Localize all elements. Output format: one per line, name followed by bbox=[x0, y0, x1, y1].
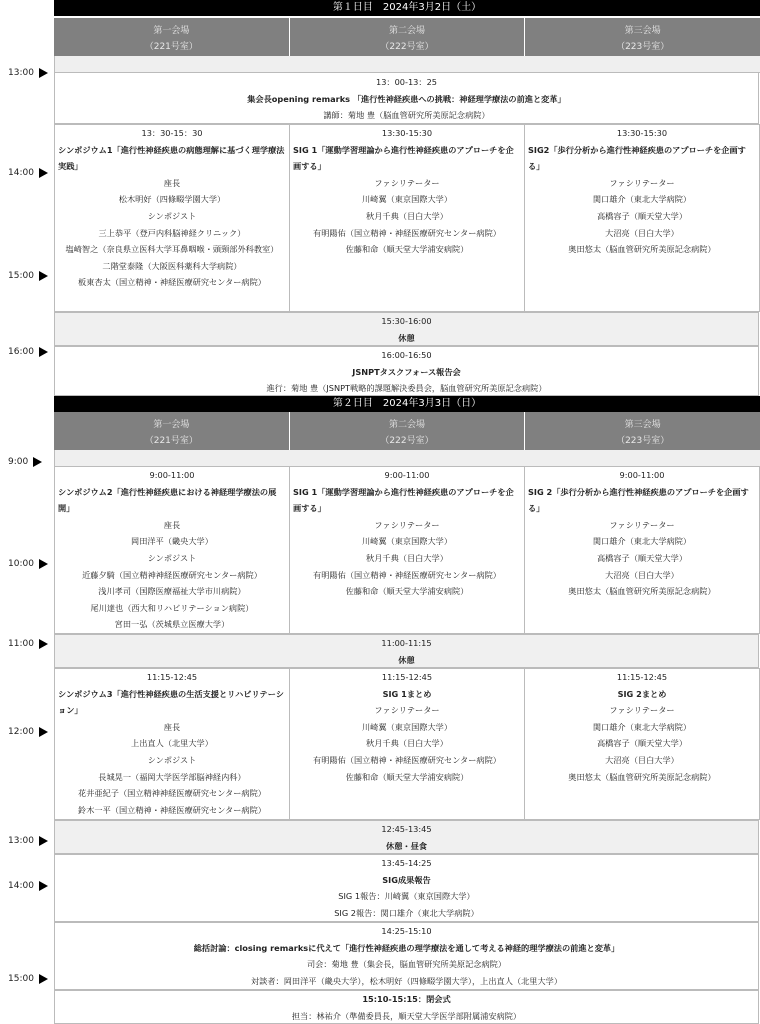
time-marker: 12:00 bbox=[8, 726, 48, 738]
arrow-right-icon bbox=[39, 68, 48, 78]
session-symposium2: 9:00-11:00 シンポジウム2「進行性神経疾患における神経理学療法の展開」 座長 岡田洋平（畿央大学） シンポジスト 近藤夕騎（国立精神神経医療研究センター病院） 浅川孝司（国際医療福祉大学市川病院） 尾川達也（西大和リハビリテーション病院） 宮田一弘（茨城県立医療大学） bbox=[58, 470, 277, 630]
time-marker: 13:00 bbox=[8, 835, 48, 847]
closing-ceremony-block: 15:10-15:15：閉会式 担当：林祐介（準備委員長，順天堂大学医学部附属浦安病院） bbox=[54, 990, 759, 1024]
break-block: 15:30-16:00 休憩 bbox=[54, 312, 759, 346]
day2-title: 第２日目 2024年3月3日（日） bbox=[54, 396, 760, 412]
time-marker: 10:00 bbox=[8, 558, 48, 570]
taskforce-block: 16:00-16:50 JSNPTタスクフォース報告会 進行：菊地 豊（JSNPT戦略的課題解決委員会，脳血管研究所美原記念病院） bbox=[54, 346, 759, 396]
lunch-break-block: 12:45-13:45 休憩・昼食 bbox=[54, 820, 759, 854]
room-header: 第三会場 （223号室） bbox=[524, 18, 760, 56]
time-marker: 9:00 bbox=[8, 456, 42, 468]
arrow-right-icon bbox=[39, 168, 48, 178]
arrow-right-icon bbox=[39, 559, 48, 569]
spacer-row bbox=[54, 450, 760, 467]
opening-remarks-block: 13：00-13：25 集会長opening remarks 「進行性神経疾患への挑戦：神経理学療法の前進と変革」 講師：菊地 豊（脳血管研究所美原記念病院） bbox=[54, 72, 759, 124]
arrow-right-icon bbox=[39, 727, 48, 737]
sig-report-block: 13:45-14:25 SIG成果報告 SIG 1報告：川崎翼（東京国際大学） SIG 2報告：関口雄介（東北大学病院） bbox=[54, 854, 759, 922]
time-marker: 15:00 bbox=[8, 270, 48, 282]
closing-discussion-block: 14:25-15:10 総括討論：closing remarksに代えて「進行性神経疾患の理学療法を通して考える神経的理学療法の前進と変革」 司会：菊地 豊（集会長，脳血管研究所美原記念病院） 対談者：岡田洋平（畿央大学），松木明好（四條畷学園大学），上出直人（北里大学） bbox=[54, 922, 759, 990]
session-symposium1: 13：30-15：30 シンポジウム1「進行性神経疾患の病態理解に基づく理学療法実践」 座長 松木明好（四條畷学園大学） シンポジスト 三上恭平（登戸内科脳神経クリニック） 塩崎智之（奈良県立医科大学耳鼻咽喉・頭頸部外科教室） 二階堂泰隆（大阪医科薬科大学病院） 板東杏太（国立精神・神経医療研究センター病院） bbox=[58, 128, 285, 288]
time-marker: 16:00 bbox=[8, 346, 48, 358]
day1-sessions-row bbox=[54, 124, 760, 312]
day1-title: 第１日目 2024年3月2日（土） bbox=[54, 0, 760, 16]
day2-late-morning-row bbox=[54, 668, 760, 820]
arrow-right-icon bbox=[39, 347, 48, 357]
session-sig2-summary: 11:15-12:45 SIG 2まとめ ファシリテーター 関口雄介（東北大学病院） 高橋容子（順天堂大学） 大沼亮（目白大学） 奥田悠太（脳血管研究所美原記念病院） bbox=[524, 669, 759, 819]
session-sig1: 13:30-15:30 SIG 1「運動学習理論から進行性神経疾患のアプローチを企画する」 ファシリテーター 川崎翼（東京国際大学） 秋月千典（目白大学） 有明陽佑（国立精神・神経医療研究センター病院） 佐藤和命（順天堂大学浦安病院） bbox=[289, 125, 524, 311]
room-header: 第一会場 （221号室） bbox=[144, 419, 198, 446]
arrow-right-icon bbox=[39, 836, 48, 846]
time-marker: 13:00 bbox=[8, 67, 48, 79]
time-marker: 14:00 bbox=[8, 167, 48, 179]
room-header: 第一会場 （221号室） bbox=[144, 25, 198, 52]
arrow-right-icon bbox=[39, 271, 48, 281]
arrow-right-icon bbox=[39, 974, 48, 984]
session-sig2: 9:00-11:00 SIG 2「歩行分析から進行性神経疾患のアプローチを企画する」 ファシリテーター 関口雄介（東北大学病院） 高橋容子（順天堂大学） 大沼亮（目白大学） 奥田悠太（脳血管研究所美原記念病院） bbox=[524, 467, 759, 633]
session-sig2: 13:30-15:30 SIG2「歩行分析から進行性神経疾患のアプローチを企画する」 ファシリテーター 関口雄介（東北大学病院） 高橋容子（順天堂大学） 大沼亮（目白大学） 奥田悠太（脳血管研究所美原記念病院） bbox=[524, 125, 759, 311]
room-header: 第二会場 （222号室） bbox=[289, 412, 525, 450]
day2-room-header bbox=[54, 412, 760, 450]
day2-morning-row bbox=[54, 466, 760, 634]
spacer-row bbox=[54, 56, 760, 73]
time-marker: 11:00 bbox=[8, 638, 48, 650]
arrow-right-icon bbox=[39, 639, 48, 649]
time-marker: 14:00 bbox=[8, 880, 48, 892]
room-header: 第三会場 （223号室） bbox=[524, 412, 760, 450]
session-sig1: 9:00-11:00 SIG 1「運動学習理論から進行性神経疾患のアプローチを企画する」 ファシリテーター 川崎翼（東京国際大学） 秋月千典（目白大学） 有明陽佑（国立精神・神経医療研究センター病院） 佐藤和命（順天堂大学浦安病院） bbox=[289, 467, 524, 633]
room-header: 第二会場 （222号室） bbox=[289, 18, 525, 56]
time-marker: 15:00 bbox=[8, 973, 48, 985]
arrow-right-icon bbox=[33, 457, 42, 467]
day1-room-header bbox=[54, 18, 760, 56]
break-block: 11:00-11:15 休憩 bbox=[54, 634, 759, 668]
session-sig1-summary: 11:15-12:45 SIG 1まとめ ファシリテーター 川崎翼（東京国際大学） 秋月千典（目白大学） 有明陽佑（国立精神・神経医療研究センター病院） 佐藤和命（順天堂大学浦安病院） bbox=[289, 669, 524, 819]
session-symposium3: 11:15-12:45 シンポジウム3「進行性神経疾患の生活支援とリハビリテーション」 座長 上出直人（北里大学） シンポジスト 長城晃一（福岡大学医学部脳神経内科） 花井亜紀子（国立精神神経医療研究センター病院） 鈴木一平（国立精神・神経医療研究センター病院） bbox=[58, 672, 284, 815]
arrow-right-icon bbox=[39, 881, 48, 891]
